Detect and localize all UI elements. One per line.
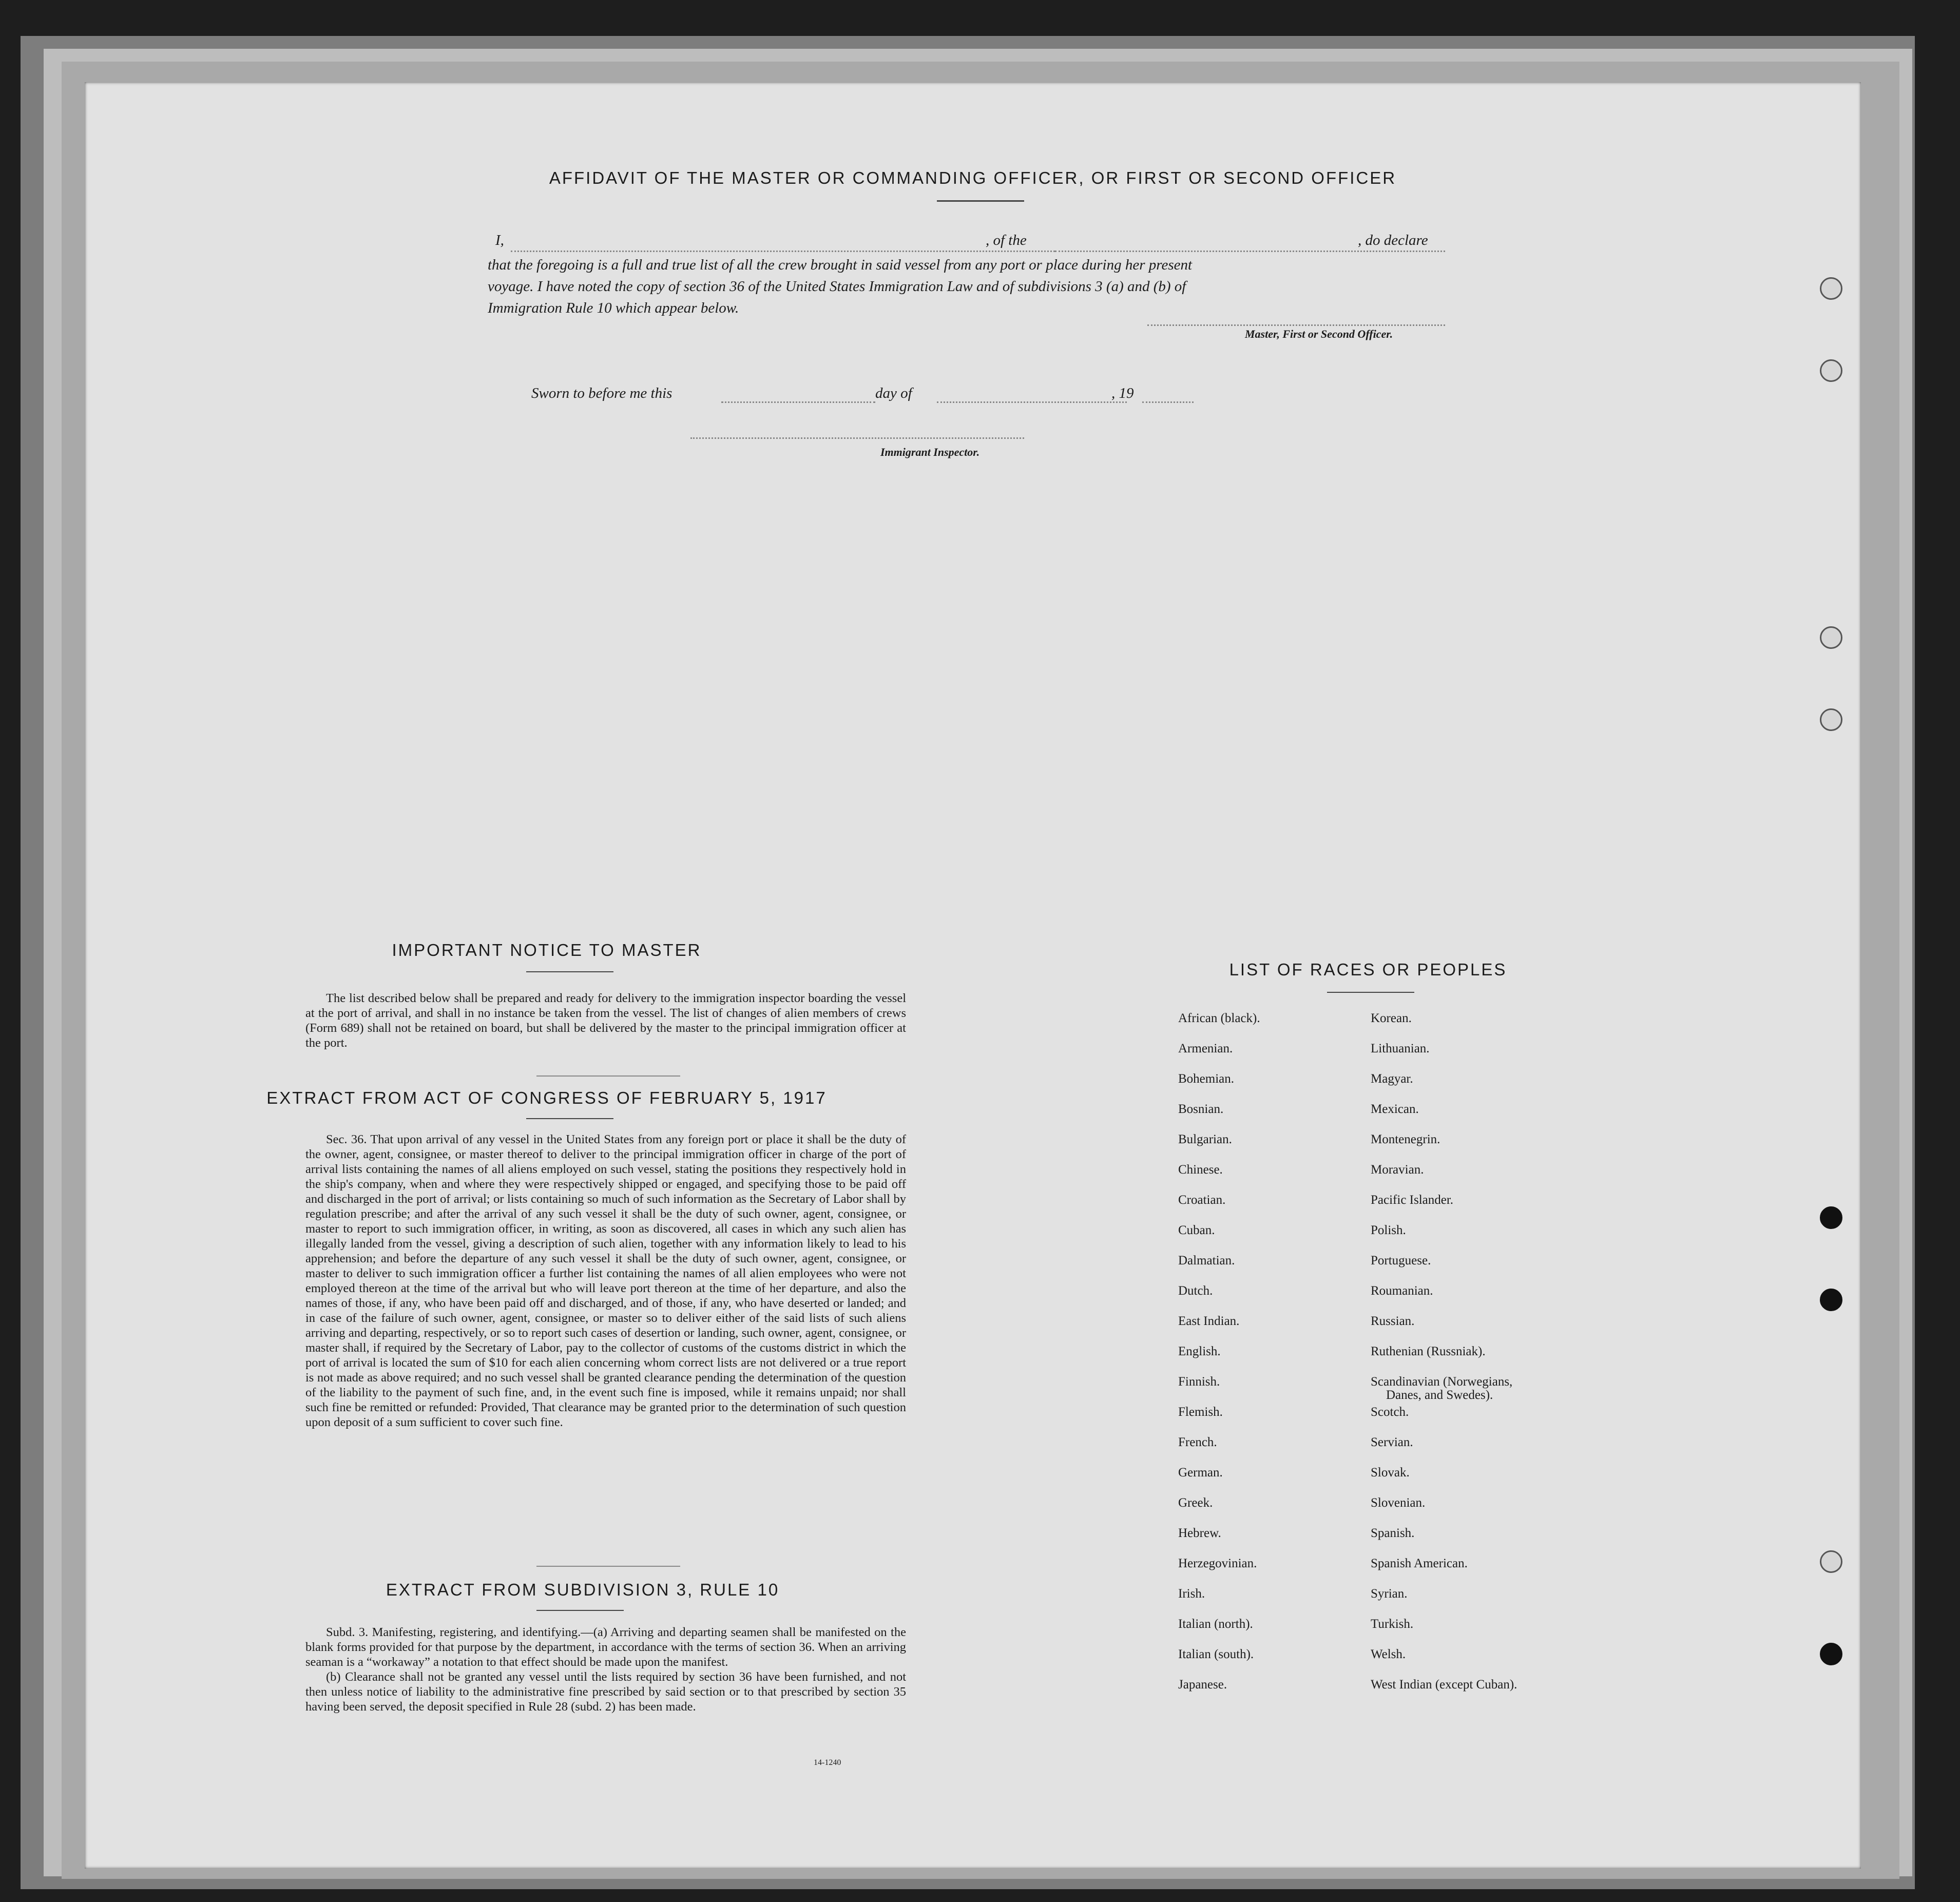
extract-act-text — [305, 1132, 906, 1430]
race-item: Lithuanian. — [1371, 1042, 1430, 1055]
extract-act-rule — [526, 1118, 613, 1119]
rule-paragraph-a: Subd. 3. Manifesting, registering, and identifying.—(a) Arriving and departing seamen shall be manifested on the blank forms provided for that purpose by the department, in accordance with the terms of section 36. When an arriving seaman is a “workaway” a notation to that effect should be made upon the manifest. — [305, 1625, 906, 1669]
affidavit-line-2: that the foregoing is a full and true list of all the crew brought in said vessel from any port or place during her present — [488, 257, 1193, 273]
race-item: Spanish American. — [1371, 1557, 1468, 1570]
year-prefix: , 19 — [1111, 385, 1134, 401]
race-item: Croatian. — [1178, 1193, 1226, 1207]
race-item: Mexican. — [1371, 1102, 1419, 1116]
race-item: Irish. — [1178, 1587, 1205, 1601]
extract-act-title: EXTRACT FROM ACT OF CONGRESS OF FEBRUARY 5, 1917 — [266, 1088, 827, 1107]
document-page — [85, 82, 1861, 1869]
race-item: Welsh. — [1371, 1647, 1406, 1661]
vessel-field[interactable] — [1055, 251, 1445, 252]
race-item: Magyar. — [1371, 1072, 1413, 1086]
binder-hole-icon — [1820, 359, 1842, 382]
master-signature-field[interactable] — [1147, 324, 1445, 326]
binder-hole-icon — [1820, 1643, 1842, 1665]
affidavit-of-the: , of the — [986, 232, 1027, 248]
year-field[interactable] — [1142, 401, 1194, 403]
race-item: Pacific Islander. — [1371, 1193, 1454, 1207]
race-item: Servian. — [1371, 1435, 1413, 1449]
name-field[interactable] — [511, 251, 1055, 252]
notice-text — [305, 991, 906, 1050]
race-item: Slovak. — [1371, 1466, 1410, 1480]
race-item: Bosnian. — [1178, 1102, 1224, 1116]
race-item: German. — [1178, 1466, 1223, 1480]
race-item: Dalmatian. — [1178, 1254, 1235, 1267]
race-item: Russian. — [1371, 1314, 1415, 1328]
rule-paragraph-b: (b) Clearance shall not be granted any vessel until the lists required by section 36 have been furnished, and not then unless notice of liability to the administrative fine prescribed by said section or to that prescribed by section 35 having been served, the deposit specified in Rule 28 (subd. 2) has been made. — [305, 1670, 906, 1714]
extract-rule-rule — [536, 1610, 624, 1611]
race-item: Ruthenian (Russniak). — [1371, 1344, 1486, 1358]
day-field[interactable] — [721, 401, 875, 403]
race-item: Herzegovinian. — [1178, 1557, 1257, 1570]
affidavit-do-declare: , do declare — [1358, 232, 1428, 248]
notice-rule — [526, 971, 613, 972]
race-item: Portuguese. — [1371, 1254, 1431, 1267]
race-item: Danes, and Swedes). — [1386, 1388, 1493, 1402]
race-item: English. — [1178, 1344, 1221, 1358]
binder-hole-icon — [1820, 277, 1842, 300]
race-item: Armenian. — [1178, 1042, 1233, 1055]
race-item: Chinese. — [1178, 1163, 1223, 1177]
race-item: West Indian (except Cuban). — [1371, 1678, 1517, 1692]
race-item: Polish. — [1371, 1223, 1406, 1237]
extract-act-paragraph: Sec. 36. That upon arrival of any vessel in the United States from any foreign port or place it shall be the duty of the owner, agent, consignee, or master thereof to deliver to the principal immigration officer in charge of the port of arrival lists containing the names of all aliens employed on such vessel, stating the positions they respectively hold in the ship's company, when and where they were respectively shipped or engaged, and specifying those to be paid off and discharged in the port of arrival; or lists containing so much of such information as the Secretary of Labor shall by regulation prescribe; and after the arrival of any such vessel it shall be the duty of such owner, agent, consignee, or master to report to such immigration officer, in writing, as soon as discovered, all cases in which any such alien has illegally landed from the vessel, giving a description of such alien, together with any information likely to lead to his apprehension; and before the departure of any such vessel it shall be the duty of such owner, agent, consignee, or master to deliver to such immigration officer a further list containing the names of all alien employees who were not employed thereon at the time of the arrival but who will leave port thereon at the time of her departure, and also the names of those, if any, who have been paid off and discharged, and of those, if any, who have deserted or landed; and in case of the failure of such owner, agent, consignee, or master so to deliver either of the said lists of such aliens arriving and departing, respectively, or so to report such cases of desertion or landing, such owner, agent, consignee, or master shall, if required by the Secretary of Labor, pay to the collector of customs of the customs district in which the port of arrival is located the sum of $10 for each alien concerning whom correct lists are not delivered or a true report is not made as above required; and no such vessel shall be granted clearance pending the determination of the question of the liability to the payment of such fine, and, in the event such fine is imposed, while it remains unpaid; nor shall such fine be remitted or refunded: Provided, That clearance may be granted prior to the determination of such question upon deposit of a sum sufficient to cover such fine. — [305, 1132, 906, 1429]
race-item: Turkish. — [1371, 1617, 1414, 1631]
race-item: Montenegrin. — [1371, 1132, 1440, 1146]
inspector-signature-label: Immigrant Inspector. — [880, 446, 980, 458]
race-item: Greek. — [1178, 1496, 1213, 1510]
notice-divider — [536, 1075, 680, 1077]
binder-hole-icon — [1820, 1550, 1842, 1573]
sworn-text: Sworn to before me this — [531, 385, 672, 401]
race-item: Bulgarian. — [1178, 1132, 1232, 1146]
binder-hole-icon — [1820, 1289, 1842, 1311]
race-item: Dutch. — [1178, 1284, 1213, 1298]
inspector-signature-field[interactable] — [690, 437, 1024, 439]
notice-paragraph: The list described below shall be prepared and ready for delivery to the immigration inspector boarding the vessel at the port of arrival, and shall in no instance be taken from the vessel. The list of changes of alien members of crews (Form 689) shall not be retained on board, but shall be delivered by the master to the principal immigration officer at the port. — [305, 991, 906, 1050]
extract-act-divider — [536, 1566, 680, 1567]
race-item: Italian (south). — [1178, 1647, 1254, 1661]
race-item: Syrian. — [1371, 1587, 1408, 1601]
race-item: Spanish. — [1371, 1526, 1415, 1540]
affidavit-title: AFFIDAVIT OF THE MASTER OR COMMANDING OFFICER, OR FIRST OR SECOND OFFICER — [549, 168, 1397, 187]
race-item: Bohemian. — [1178, 1072, 1235, 1086]
race-item: Scandinavian (Norwegians, — [1371, 1375, 1513, 1389]
binder-hole-icon — [1820, 626, 1842, 649]
binder-hole-icon — [1820, 1206, 1842, 1229]
races-rule — [1327, 992, 1414, 993]
race-item: Slovenian. — [1371, 1496, 1426, 1510]
race-item: Japanese. — [1178, 1678, 1227, 1692]
race-item: Roumanian. — [1371, 1284, 1433, 1298]
binder-hole-icon — [1820, 708, 1842, 731]
notice-title: IMPORTANT NOTICE TO MASTER — [392, 940, 702, 959]
master-signature-label: Master, First or Second Officer. — [1245, 328, 1393, 340]
affidavit-line-4: Immigration Rule 10 which appear below. — [488, 300, 739, 316]
races-title: LIST OF RACES OR PEOPLES — [1229, 960, 1507, 979]
race-item: African (black). — [1178, 1011, 1260, 1025]
day-of-text: day of — [875, 385, 912, 401]
race-item: East Indian. — [1178, 1314, 1240, 1328]
form-number: 14-1240 — [814, 1758, 841, 1767]
race-item: Moravian. — [1371, 1163, 1424, 1177]
race-item: French. — [1178, 1435, 1217, 1449]
race-item: Flemish. — [1178, 1405, 1223, 1419]
month-field[interactable] — [937, 401, 1127, 403]
extract-rule-text — [305, 1625, 906, 1714]
race-item: Italian (north). — [1178, 1617, 1253, 1631]
race-item: Cuban. — [1178, 1223, 1215, 1237]
affidavit-i: I, — [495, 232, 504, 248]
race-item: Scotch. — [1371, 1405, 1409, 1419]
race-item: Korean. — [1371, 1011, 1412, 1025]
race-item: Finnish. — [1178, 1375, 1220, 1389]
affidavit-line-3: voyage. I have noted the copy of section 36 of the United States Immigration Law and of subdivisions 3 (a) and (b) of — [488, 278, 1186, 295]
extract-rule-title: EXTRACT FROM SUBDIVISION 3, RULE 10 — [386, 1580, 780, 1599]
race-item: Hebrew. — [1178, 1526, 1221, 1540]
title-rule — [937, 200, 1024, 202]
